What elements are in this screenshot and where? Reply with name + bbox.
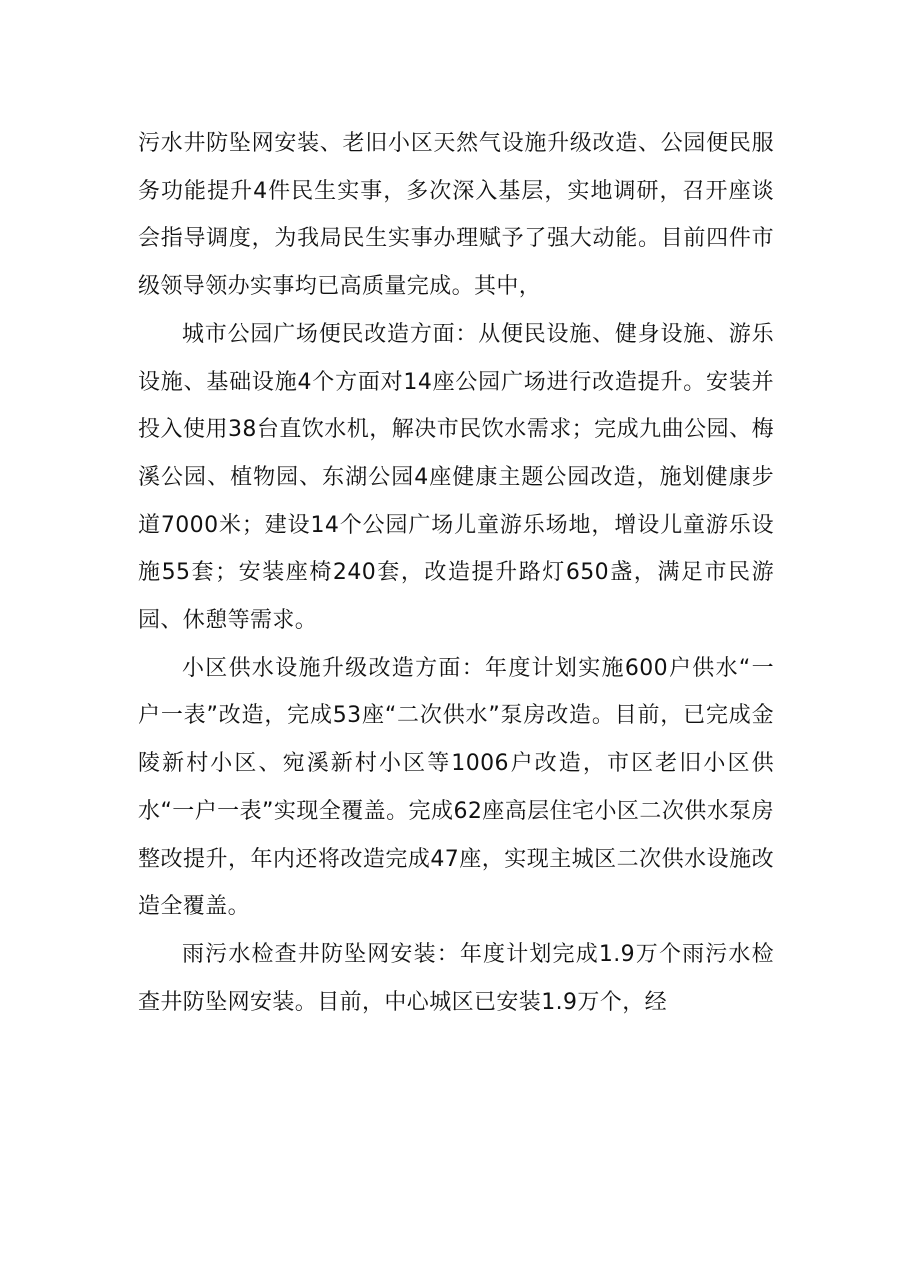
paragraph-manhole-nets: 雨污水检查井防坠网安装：年度计划完成1.9万个雨污水检查井防坠网安装。目前，中心城区已安装1.9万个，经 [138,941,774,1015]
paragraph-water-supply: 小区供水设施升级改造方面：年度计划实施600户供水“一户一表”改造，完成53座“二次供水”泵房改造。目前，已完成金陵新村小区、宛溪新村小区等1006户改造，市区老旧小区供水“一户一表”实现全覆盖。完成62座高层住宅小区二次供水泵房整改提升，年内还将改造完成47座，实现主城区二次供水设施改造全覆盖。 [138,655,774,920]
paragraph-park-plaza: 城市公园广场便民改造方面：从便民设施、健身设施、游乐设施、基础设施4个方面对14座公园广场进行改造提升。安装并投入使用38台直饮水机，解决市民饮水需求；完成九曲公园、梅溪公园、植物园、东湖公园4座健康主题公园改造，施划健康步道7000米；建设14个公园广场儿童游乐场地，增设儿童游乐设施55套；安装座椅240套，改造提升路灯650盏，满足市民游园、休憩等需求。 [138,321,774,634]
paragraph-intro: 污水井防坠网安装、老旧小区天然气设施升级改造、公园便民服务功能提升4件民生实事，多次深入基层，实地调研，召开座谈会指导调度，为我局民生实事办理赋予了强大动能。目前四件市级领导领办实事均已高质量完成。其中， [138,131,774,300]
document-body [138,120,774,1026]
